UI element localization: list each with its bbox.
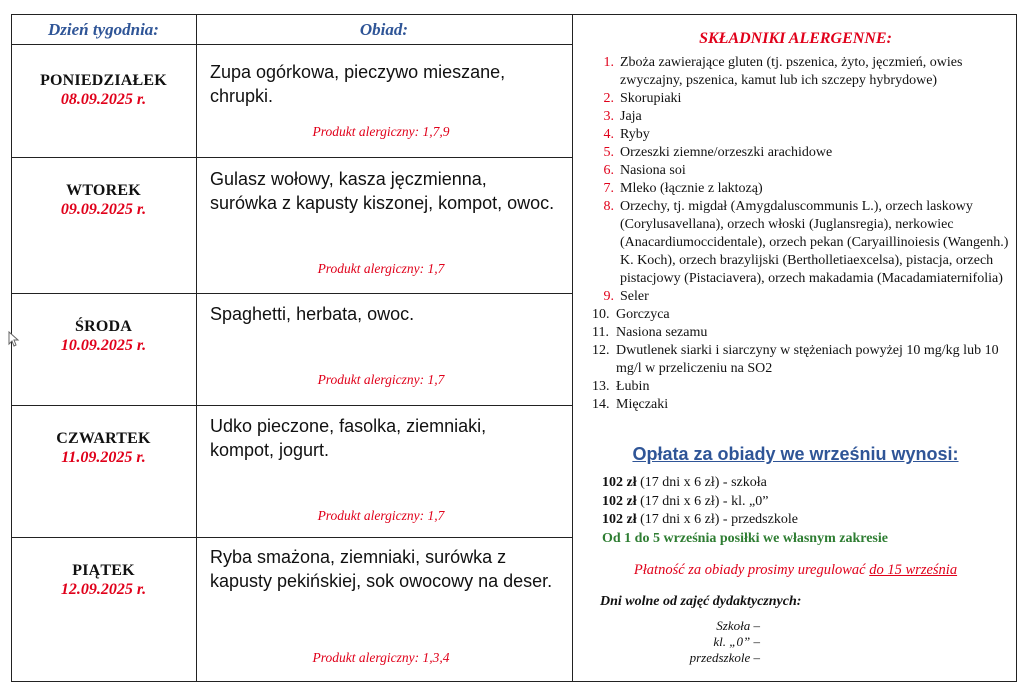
allergen-note: Produkt alergiczny: 1,7	[317, 372, 445, 387]
allergen-text: Mleko (łącznie z laktozą)	[620, 181, 763, 196]
allergen-panel-title: SKŁADNIKI ALERGENNE:	[699, 30, 892, 47]
row-divider	[11, 537, 572, 538]
allergen-item	[592, 90, 1012, 108]
allergen-item	[592, 144, 1012, 162]
fee-amount: 102 zł	[602, 475, 637, 490]
allergen-item	[592, 162, 1012, 180]
free-days-item: przedszkole –	[689, 650, 760, 665]
allergen-item	[592, 378, 1012, 396]
day-cell	[11, 562, 196, 599]
day-name: PONIEDZIAŁEK	[40, 72, 167, 89]
day-name: ŚRODA	[74, 318, 132, 335]
fee-detail: (17 dni x 6 zł) - przedszkole	[636, 512, 798, 527]
allergen-number: 12.	[592, 343, 610, 358]
fee-detail: (17 dni x 6 zł) - kl. „0”	[636, 493, 769, 509]
allergen-text: Seler	[620, 289, 649, 304]
row-divider	[11, 405, 572, 406]
day-name: CZWARTEK	[56, 430, 151, 447]
allergen-text: Orzechy, tj. migdał (Amygdaluscommunis L.), orzech laskowy (Corylusavellana), orzech włoski (Juglansregia), nerkowiec (Anacardiumoccidentale), orzech pekan (Caryaillinoiesis (Wangenh.) K. Koch), orzech brazylijski (Bertholletiaexcelsa), pistacja, orzech pistacjowy (Pistaciavera), orzech makadamia (Macadamiaternifolia)	[620, 199, 1009, 286]
row-divider	[11, 157, 572, 158]
payment-text: Płatność za obiady prosimy uregulować	[633, 562, 870, 578]
day-date: 10.09.2025 r.	[60, 337, 147, 354]
mouse-pointer-icon	[8, 331, 20, 347]
allergen-item	[592, 108, 1012, 126]
meal-text: Udko pieczone, fasolka, ziemniaki, kompot, jogurt.	[210, 416, 487, 460]
allergen-note: Produkt alergiczny: 1,7	[317, 508, 445, 523]
allergen-number: 3.	[603, 109, 614, 124]
day-date: 11.09.2025 r.	[61, 449, 146, 466]
allergen-item	[592, 180, 1012, 198]
allergen-item	[592, 288, 1012, 306]
allergen-item	[592, 306, 1012, 324]
fee-note: Od 1 do 5 września posiłki we własnym zakresie	[602, 530, 888, 546]
allergen-number: 6.	[603, 163, 614, 178]
row-divider	[11, 293, 572, 294]
allergen-number: 2.	[603, 91, 614, 106]
allergen-text: Orzeszki ziemne/orzeszki arachidowe	[620, 145, 833, 160]
day-date: 09.09.2025 r.	[60, 201, 147, 218]
header-day: Dzień tygodnia:	[48, 20, 159, 39]
allergen-item	[592, 324, 1012, 342]
fee-amount: 102 zł	[602, 512, 637, 527]
fee-row	[602, 474, 888, 493]
allergen-item	[592, 126, 1012, 144]
free-days-list	[670, 618, 760, 666]
allergen-number: 5.	[603, 145, 614, 160]
day-date: 12.09.2025 r.	[60, 581, 147, 598]
allergen-text: Łubin	[616, 379, 650, 394]
day-cell	[11, 318, 196, 355]
meal-text: Ryba smażona, ziemniaki, surówka z kapusty pekińskiej, sok owocowy na deser.	[210, 547, 553, 591]
allergen-item	[592, 198, 1012, 288]
meal-text: Spaghetti, herbata, owoc.	[210, 304, 415, 324]
allergen-text: Nasiona sezamu	[616, 325, 708, 340]
allergen-item	[592, 54, 1012, 90]
free-days-title: Dni wolne od zajęć dydaktycznych:	[600, 594, 802, 609]
allergen-text: Mięczaki	[616, 397, 669, 412]
allergen-number: 4.	[603, 127, 614, 142]
allergen-text: Skorupiaki	[620, 91, 682, 106]
allergen-number: 7.	[603, 181, 614, 196]
meal-text: Gulasz wołowy, kasza jęczmienna, surówka z kapusty kiszonej, kompot, owoc.	[210, 169, 555, 213]
payment-deadline: do 15 września	[869, 562, 958, 578]
day-cell	[11, 72, 196, 109]
allergen-number: 1.	[603, 55, 614, 70]
fee-detail: (17 dni x 6 zł) - szkoła	[636, 475, 767, 490]
day-name: PIĄTEK	[72, 562, 135, 579]
fee-list	[602, 474, 888, 548]
day-cell	[11, 182, 196, 219]
meal-text: Zupa ogórkowa, pieczywo mieszane, chrupki.	[210, 62, 506, 106]
allergen-number: 9.	[603, 289, 614, 304]
allergen-list	[592, 54, 1012, 414]
allergen-number: 11.	[592, 325, 609, 340]
allergen-text: Jaja	[620, 109, 642, 124]
allergen-item	[592, 396, 1012, 414]
header-lunch: Obiad:	[359, 20, 409, 39]
fee-title	[574, 444, 1017, 465]
allergen-text: Ryby	[620, 127, 650, 142]
allergen-note: Produkt alergiczny: 1,7,9	[312, 124, 450, 139]
free-days-item: kl. „0” –	[713, 634, 760, 649]
fee-amount: 102 zł	[602, 493, 637, 509]
free-days-item: Szkoła –	[716, 618, 760, 633]
allergen-text: Dwutlenek siarki i siarczyny w stężeniach powyżej 10 mg/kg lub 10 mg/l w przeliczeniu na SO2	[616, 343, 999, 376]
day-cell	[11, 430, 196, 467]
column-divider-right	[572, 14, 573, 682]
day-name: WTOREK	[66, 182, 141, 199]
allergen-note: Produkt alergiczny: 1,7	[317, 261, 445, 276]
fee-row	[602, 511, 888, 530]
fee-row	[602, 493, 888, 512]
day-date: 08.09.2025 r.	[60, 91, 147, 108]
allergen-text: Zboża zawierające gluten (tj. pszenica, żyto, jęczmień, owies zwyczajny, pszenica, kamut lub ich szczepy hybrydowe)	[620, 55, 963, 88]
column-divider-day	[196, 14, 197, 682]
allergen-text: Nasiona soi	[620, 163, 686, 178]
allergen-item	[592, 342, 1012, 378]
allergen-text: Gorczyca	[616, 307, 670, 322]
fee-title-text: Opłata za obiady we wrześniu wynosi:	[632, 444, 959, 464]
allergen-note: Produkt alergiczny: 1,3,4	[312, 650, 450, 665]
header-divider	[11, 44, 572, 45]
allergen-number: 10.	[592, 307, 610, 322]
payment-note	[574, 562, 1017, 579]
allergen-number: 14.	[592, 397, 610, 412]
allergen-number: 13.	[592, 379, 610, 394]
allergen-number: 8.	[603, 199, 614, 214]
